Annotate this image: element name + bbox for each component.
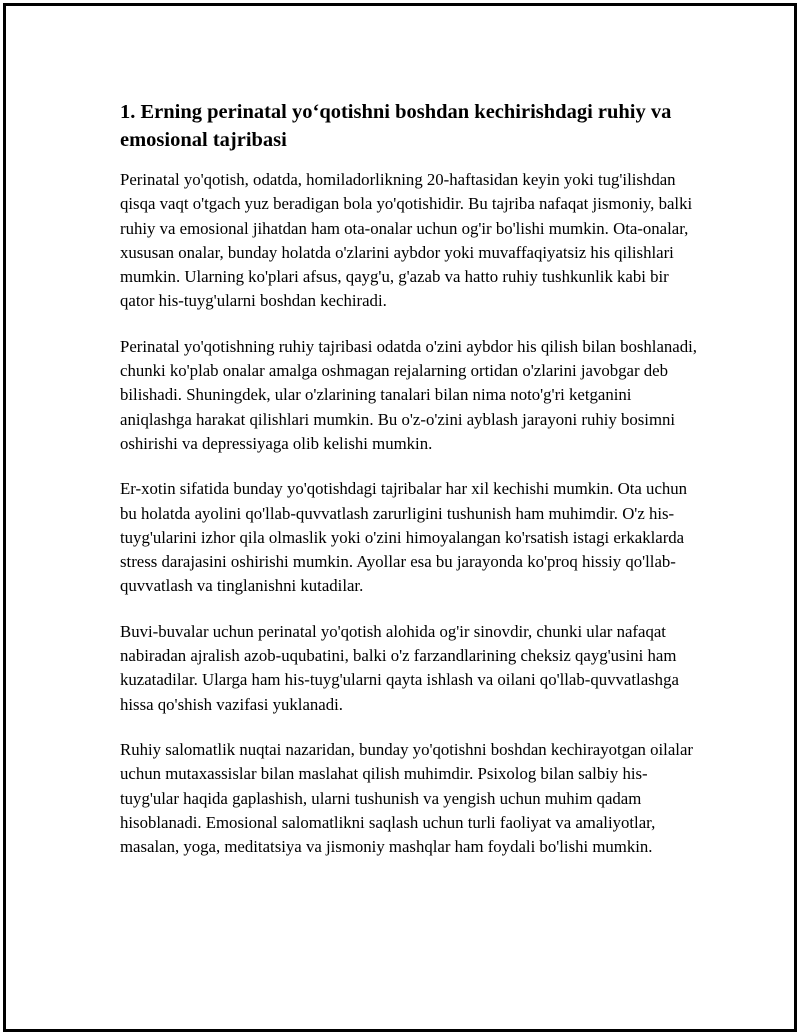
paragraph: Buvi-buvalar uchun perinatal yo'qotish alohida og'ir sinovdir, chunki ular nafaqat nabiradan ajralish azob-uqubatini, balki o'z farzandlarining cheksiz qayg'usini ham kuzatadilar. Ularga ham his-tuyg'ularni qayta ishlash va oilani qo'llab-quvvatlashga hissa qo'shish vazifasi yuklanadi. bbox=[120, 621, 679, 714]
section-heading: 1. Erning perinatal yo‘qotishni boshdan kechirishdagi ruhiy va emosional tajribasi bbox=[120, 101, 672, 151]
document-body bbox=[120, 98, 700, 880]
paragraph: Perinatal yo'qotish, odatda, homiladorlikning 20-haftasidan keyin yoki tug'ilishdan qisqa vaqt o'tgach yuz beradigan bola yo'qotishidir. Bu tajriba nafaqat jismoniy, balki ruhiy va emosional jihatdan ham ota-onalar uchun og'ir bo'lishi mumkin. Ota-onalar, xususan onalar, bunday holatda o'zlarini aybdor yoki muvaffaqiyatsiz his qilishlari mumkin. Ularning ko'plari afsus, qayg'u, g'azab va hatto ruhiy tushkunlik kabi bir qator his-tuyg'ularni boshdan kechiradi. bbox=[120, 170, 693, 311]
paragraph: Er-xotin sifatida bunday yo'qotishdagi tajribalar har xil kechishi mumkin. Ota uchun bu holatda ayolini qo'llab-quvvatlash zarurligini tushunish ham muhimdir. O'z his-tuyg'ularini izhor qila olmaslik yoki o'zini himoyalangan ko'rsatish istagi erkaklarda stress darajasini oshirishi mumkin. Ayollar esa bu jarayonda ko'proq hissiy qo'llab-quvvatlash va tinglanishni kutadilar. bbox=[120, 479, 688, 596]
paragraph: Ruhiy salomatlik nuqtai nazaridan, bunday yo'qotishni boshdan kechirayotgan oilalar uchun mutaxassislar bilan maslahat qilish muhimdir. Psixolog bilan salbiy his-tuyg'ular haqida gaplashish, ularni tushunish va yengish uchun muhim qadam hisoblanadi. Emosional salomatlikni saqlash uchun turli faoliyat va amaliyotlar, masalan, yoga, meditatsiya va jismoniy mashqlar ham foydali bo'lishi mumkin. bbox=[120, 739, 693, 857]
paragraph: Perinatal yo'qotishning ruhiy tajribasi odatda o'zini aybdor his qilish bilan boshlanadi, chunki ko'plab onalar amalga oshmagan rejalarning ortidan o'zlarini javobgar deb bilishadi. Shuningdek, ular o'zlarining tanalari bilan nima noto'g'ri ketganini aniqlashga harakat qilishlari mumkin. Bu o'z-o'zini ayblash jarayoni ruhiy bosimni oshirishi va depressiyaga olib kelishi mumkin. bbox=[120, 336, 697, 453]
page-frame bbox=[3, 3, 797, 1032]
